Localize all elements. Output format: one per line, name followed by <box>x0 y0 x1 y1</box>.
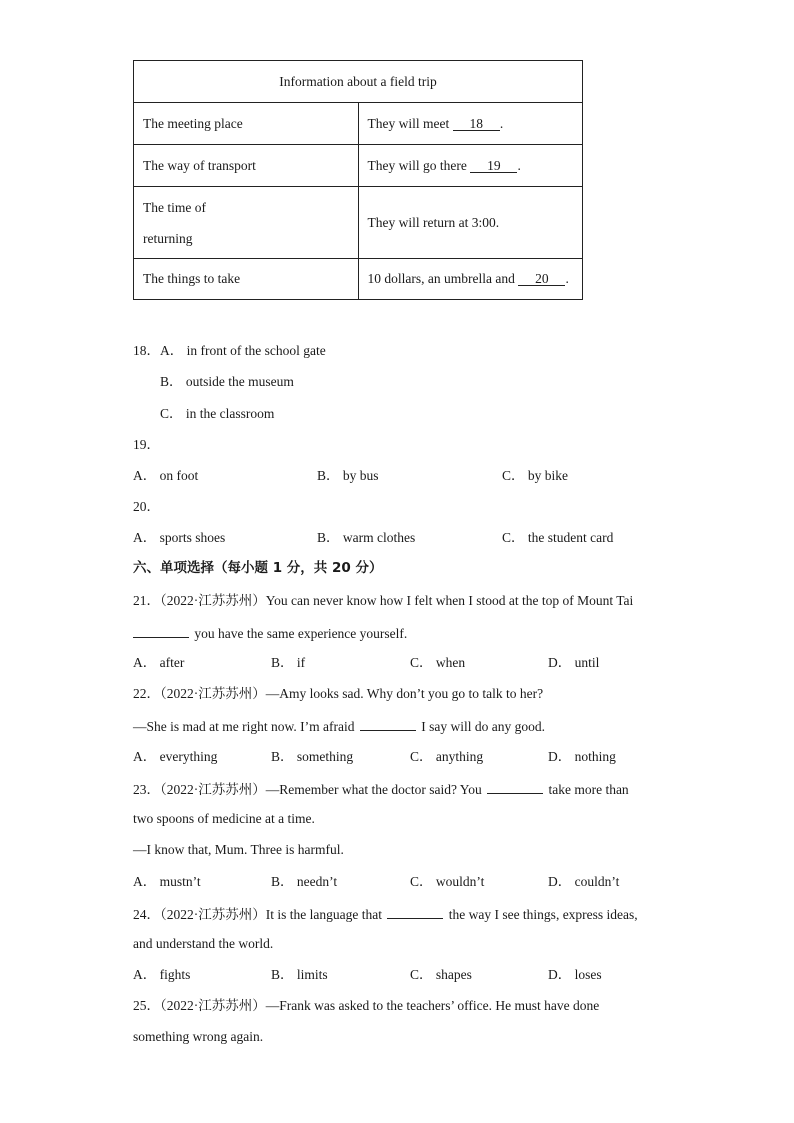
q25-line2: something wrong again. <box>133 1029 264 1044</box>
q22-option-b: B． something <box>271 749 354 764</box>
q19-option-c: C． by bike <box>502 468 568 483</box>
answer-blank <box>360 718 416 731</box>
section-title: 六、单项选择（每小题 1 分，共 20 分） <box>133 560 383 576</box>
q23-option-c: C． wouldn’t <box>410 874 485 889</box>
q19-number: 19． <box>133 437 160 452</box>
table-row <box>134 187 583 259</box>
q21-option-c: C． when <box>410 655 466 670</box>
row-label: The meeting place <box>134 103 359 145</box>
row-value: They will return at 3:00. <box>358 187 583 259</box>
q24-option-c: C． shapes <box>410 967 472 982</box>
q22-option-c: C． anything <box>410 749 484 764</box>
q19-option-a: A． on foot <box>133 468 199 483</box>
q23-line1: 23．（2022·江苏苏州）—Remember what the doctor said? You take more than <box>133 782 629 797</box>
row-value: They will meet 18 . <box>358 103 583 145</box>
row-label: The time of returning <box>134 187 359 259</box>
table-header: Information about a field trip <box>134 61 583 103</box>
answer-blank <box>487 781 543 794</box>
q24-line2: and understand the world. <box>133 936 274 951</box>
q22-option-d: D． nothing <box>548 749 616 764</box>
q20-option-c: C． the student card <box>502 530 614 545</box>
blank-19: 19 <box>470 160 517 173</box>
q18-option-a: 18．A． in front of the school gate <box>133 343 326 358</box>
q23-line3: —I know that, Mum. Three is harmful. <box>133 842 344 857</box>
q24-option-d: D． loses <box>548 967 602 982</box>
q22-line2: —She is mad at me right now. I’m afraid I say will do any good. <box>133 719 545 734</box>
table-row <box>134 259 583 300</box>
row-label: The way of transport <box>134 145 359 187</box>
q23-option-b: B． needn’t <box>271 874 338 889</box>
q20-number: 20． <box>133 499 160 514</box>
q18-option-b: B． outside the museum <box>160 374 294 389</box>
q23-option-a: A． mustn’t <box>133 874 201 889</box>
q19-option-b: B． by bus <box>317 468 379 483</box>
table-row <box>134 103 583 145</box>
q18-option-c: C． in the classroom <box>160 406 275 421</box>
blank-20: 20 <box>518 273 565 286</box>
q21-line2: you have the same experience yourself. <box>133 625 407 641</box>
blank-18: 18 <box>453 118 500 131</box>
q20-option-b: B． warm clothes <box>317 530 416 545</box>
q23-option-d: D． couldn’t <box>548 874 620 889</box>
q25-line1: 25．（2022·江苏苏州）—Frank was asked to the teachers’ office. He must have done <box>133 998 600 1013</box>
row-label: The things to take <box>134 259 359 300</box>
field-trip-table <box>133 60 583 300</box>
q21-line1: 21．（2022·江苏苏州）You can never know how I felt when I stood at the top of Mount Tai <box>133 593 634 608</box>
q24-option-a: A． fights <box>133 967 191 982</box>
q24-line1: 24．（2022·江苏苏州）It is the language that the way I see things, express ideas, <box>133 907 638 922</box>
q23-line2: two spoons of medicine at a time. <box>133 811 315 826</box>
row-value: They will go there 19 . <box>358 145 583 187</box>
q20-option-a: A． sports shoes <box>133 530 226 545</box>
row-value: 10 dollars, an umbrella and 20 . <box>358 259 583 300</box>
q22-line1: 22．（2022·江苏苏州）—Amy looks sad. Why don’t you go to talk to her? <box>133 686 544 701</box>
q22-option-a: A． everything <box>133 749 218 764</box>
q21-option-d: D． until <box>548 655 600 670</box>
table-row <box>134 145 583 187</box>
q24-option-b: B． limits <box>271 967 328 982</box>
answer-blank <box>387 906 443 919</box>
q21-option-a: A． after <box>133 655 185 670</box>
q21-option-b: B． if <box>271 655 306 670</box>
answer-blank <box>133 625 189 638</box>
